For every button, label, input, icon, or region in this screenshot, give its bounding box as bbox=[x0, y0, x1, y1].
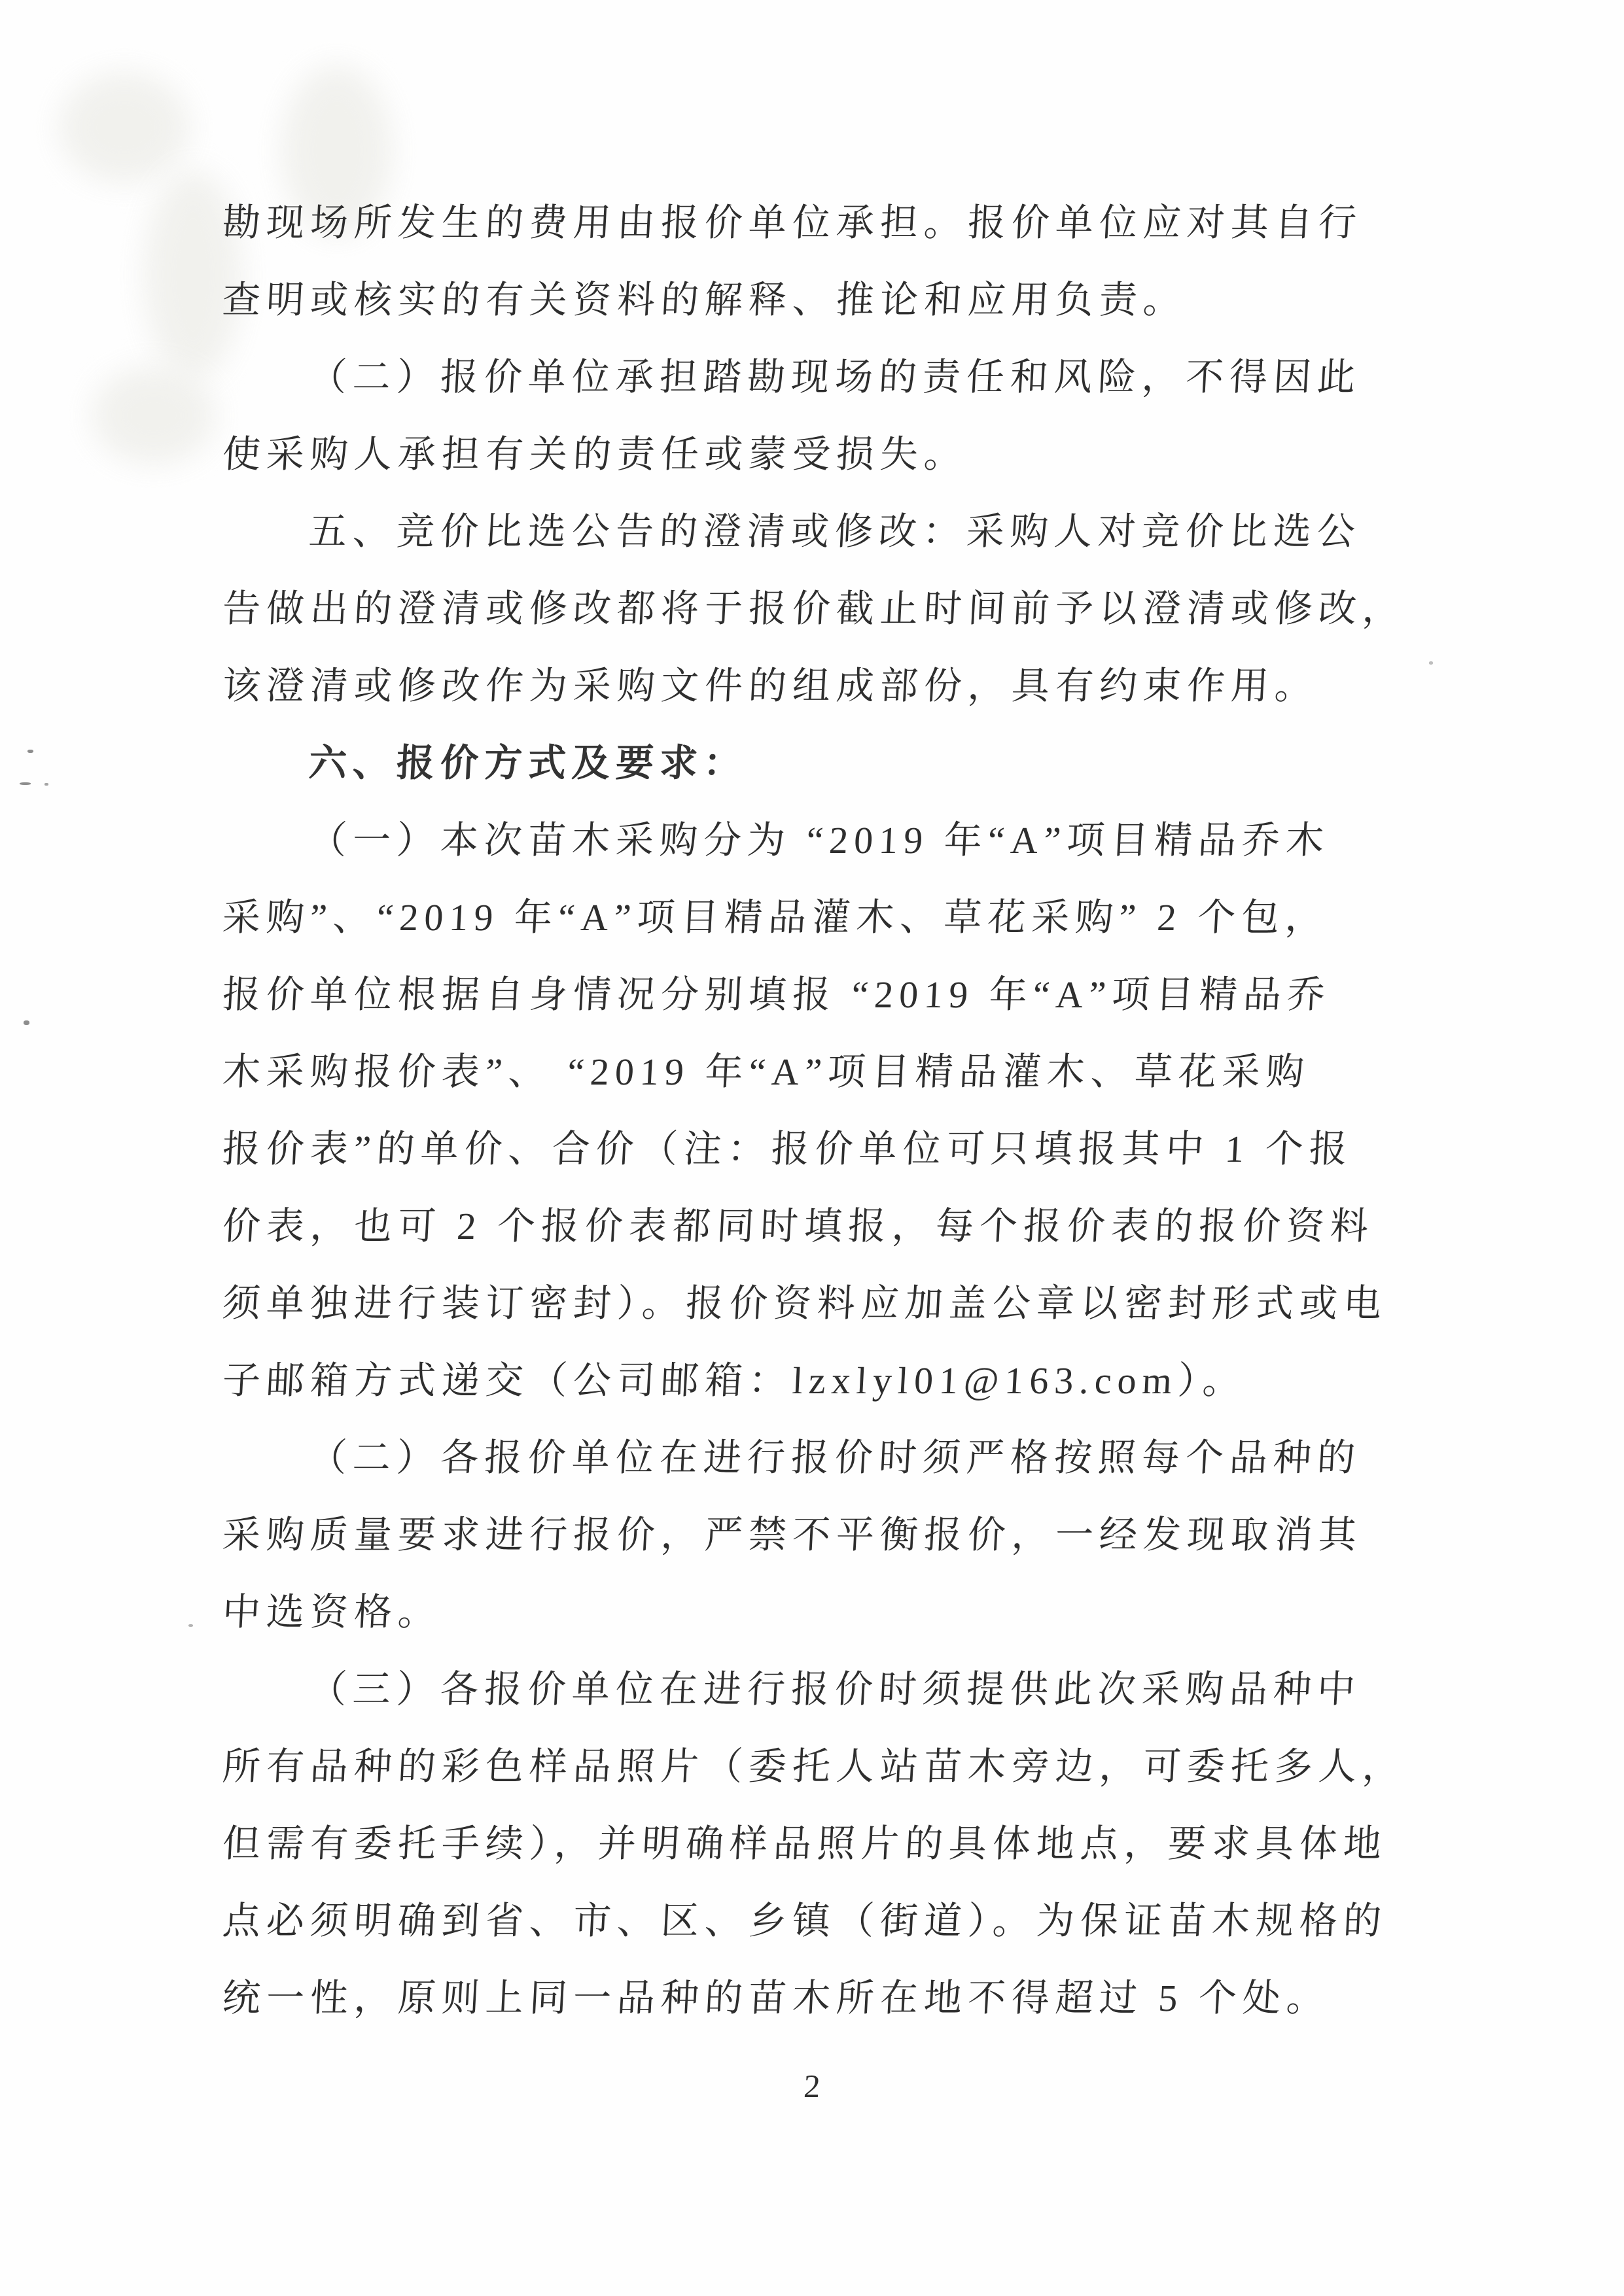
scan-smudge bbox=[92, 366, 216, 464]
scan-speck bbox=[27, 750, 33, 753]
text-line: （一）本次苗木采购分为 “2019 年“A”项目精品乔木 bbox=[308, 819, 1331, 861]
text-line: 使采购人承担有关的责任或蒙受损失。 bbox=[221, 433, 969, 476]
text-line: （二）报价单位承担踏勘现场的责任和风险，不得因此 bbox=[308, 356, 1362, 398]
text-line-email: 子邮箱方式递交（公司邮箱：lzxlyl01@163.com）。 bbox=[221, 1359, 1248, 1402]
scan-smudge bbox=[59, 72, 190, 183]
scan-speck bbox=[20, 782, 31, 785]
scan-speck bbox=[188, 1624, 193, 1627]
text-line: 勘现场所发生的费用由报价单位承担。报价单位应对其自行 bbox=[221, 201, 1364, 244]
text-line: （三）各报价单位在进行报价时须提供此次采购品种中 bbox=[308, 1668, 1362, 1711]
text-line: 采购”、“2019 年“A”项目精品灌木、草花采购” 2 个包， bbox=[221, 896, 1330, 939]
text-line: 点必须明确到省、市、区、乡镇（街道）。为保证苗木规格的 bbox=[221, 1900, 1388, 1942]
text-line: 告做出的澄清或修改都将于报价截止时间前予以澄清或修改， bbox=[221, 587, 1407, 630]
text-line: （二）各报价单位在进行报价时须严格按照每个品种的 bbox=[308, 1436, 1362, 1479]
text-line: 采购质量要求进行报价，严禁不平衡报价，一经发现取消其 bbox=[221, 1514, 1364, 1556]
section-heading-6: 六、报价方式及要求： bbox=[308, 742, 749, 784]
text-line: 须单独进行装订密封）。报价资料应加盖公章以密封形式或电 bbox=[221, 1282, 1388, 1325]
text-line: 木采购报价表”、 “2019 年“A”项目精品灌木、草花采购 bbox=[221, 1051, 1311, 1093]
text-line: 但需有委托手续），并明确样品照片的具体地点，要求具体地 bbox=[221, 1822, 1388, 1865]
scan-speck bbox=[24, 1020, 29, 1025]
scan-speck bbox=[44, 783, 48, 786]
text-line: 中选资格。 bbox=[221, 1591, 443, 1633]
text-line: 所有品种的彩色样品照片（委托人站苗木旁边，可委托多人， bbox=[221, 1745, 1407, 1788]
text-line: 查明或核实的有关资料的解释、推论和应用负责。 bbox=[221, 279, 1188, 321]
text-line: 该澄清或修改作为采购文件的组成部份，具有约束作用。 bbox=[221, 665, 1320, 707]
document-body bbox=[222, 184, 1426, 2037]
text-line: 报价单位根据自身情况分别填报 “2019 年“A”项目精品乔 bbox=[221, 973, 1332, 1016]
section-heading-5: 五、竞价比选公告的澄清或修改：采购人对竞价比选公 bbox=[308, 510, 1362, 553]
page-number: 2 bbox=[803, 2068, 821, 2104]
text-line: 统一性，原则上同一品种的苗木所在地不得超过 5 个处。 bbox=[221, 1977, 1332, 2019]
text-line: 价表，也可 2 个报价表都同时填报，每个报价表的报价资料 bbox=[221, 1205, 1375, 1247]
scan-speck bbox=[1429, 661, 1433, 665]
text-line: 报价表”的单价、合价（注：报价单位可只填报其中 1 个报 bbox=[221, 1128, 1354, 1170]
